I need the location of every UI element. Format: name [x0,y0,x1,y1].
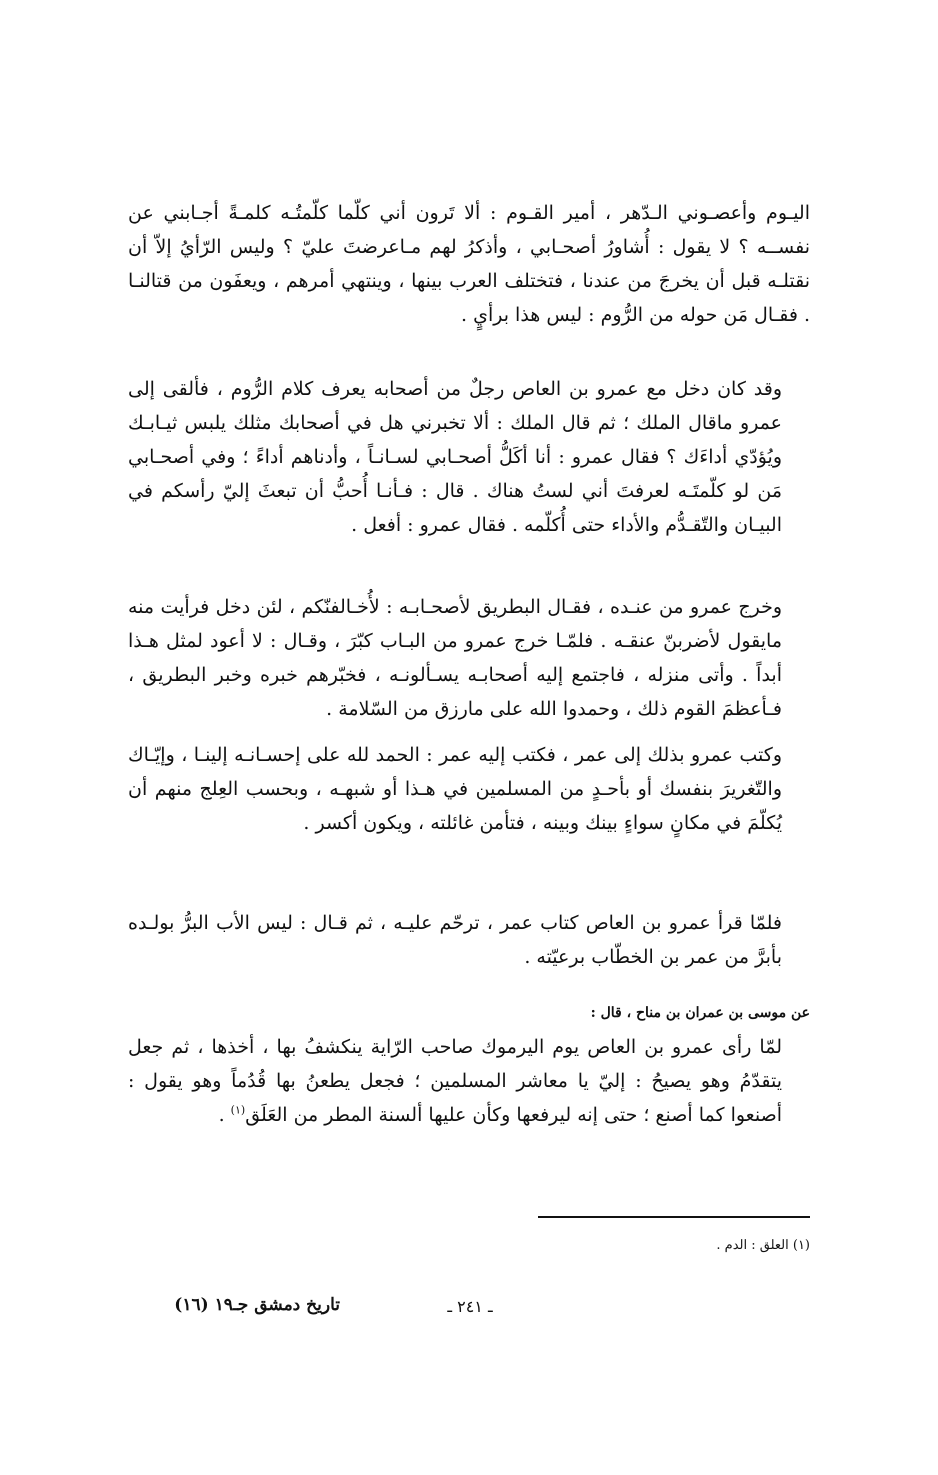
footnote: (١) العلق : الدم . [716,1238,810,1253]
narrator-heading: عن موسى بن عمران بن مناح ، قال : [590,1005,810,1021]
footnote-reference: (١) [230,1103,246,1117]
page-number: ـ ٢٤١ ـ [447,1297,493,1316]
paragraph-6 [128,1030,810,1132]
paragraph-1 [128,196,810,332]
paragraph-6-end: . [218,1104,231,1126]
footnote-divider [538,1216,810,1218]
paragraph-4-text: وكتب عمرو بذلك إلى عمر ، فكتب إليه عمر : الحمد لله على إحسـانـه إلينـا ، وإيّـاك والتّغريرَ بنفسك أو بأحـدٍ من المسلمين في هـذا أو شبهـه ، وبحسب العِلج منهم أن يُكلّمَ في مكانٍ سواءٍ بينك وبينه ، فتأمن غائلته ، ويكون أكسر . [128,744,782,834]
book-title-footer: تاريخ دمشق جـ١٩ (١٦) [174,1295,340,1315]
paragraph-2 [128,372,810,542]
paragraph-2-text: وقد كان دخل مع عمرو بن العاص رجلٌ من أصحابه يعرف كلام الرُّوم ، فألقى إلى عمرو ماقال الملك ؛ ثم قال الملك : ألا تخبرني هل في أصحابك مثلك يلبس ثيـابـك ويُؤدّي أداءَك ؟ فقال عمرو : أنا أكَلُّ أصحـابي لسـانـاً ، وأدناهم أداءً ؛ وفي أصحـابي مَن لو كلّمتَـه لعرفتَ أني لستُ هناك . قال : فـأنـا أُحبُّ أن تبعثَ إليّ رأسكم في البيـان والتّقـدُّم والأداء حتى أُكلّمه . فقال عمرو : أفعل . [128,378,782,536]
paragraph-3-text: وخرج عمرو من عنـده ، فقـال البطريق لأصحـابـه : لأُخـالفنّكم ، لئن دخل فرأيت منه مايقول لأضربنّ عنقـه . فلمّـا خرج عمرو من البـاب كبّرَ ، وقـال : لا أعود لمثل هـذا أبداً . وأتى منزله ، فاجتمع إليه أصحابـه يسـألونـه ، فخبّرهم خبره وخبر البطريق ، فـأعظمَ القوم ذلك ، وحمدوا الله على مارزق من السّلامة . [128,596,782,720]
paragraph-5-text: فلمّا قرأ عمرو بن العاص كتاب عمر ، ترحّم عليـه ، ثم قـال : ليس الأب البرُّ بولـده بأبرَّ من عمر بن الخطّاب برعيّته . [128,912,782,968]
paragraph-5 [128,906,810,974]
paragraph-4 [128,738,810,840]
paragraph-1-text: اليـوم وأعصـوني الـدّهر ، أمير القـوم : ألا تَرون أني كلّما كلّمتُـه كلمـةً أجـابني عن نفســه ؟ لا يقول : أُشاورُ أصحـابي ، وأذكرُ لهم مـاعرضتَ عليّ ؟ وليس الرّأيُ إلاّ أن نقتلـه قبل أن يخرجَ من عندنا ، فتختلف العرب بينها ، وينتهي أمرهم ، ويعفَون من قتالنـا . فقـال مَن حوله من الرُّوم : ليس هذا برأيٍ . [128,202,810,326]
paragraph-3 [128,590,810,726]
paragraph-6-body: لمّا رأى عمرو بن العاص يوم اليرموك صاحب الرّاية ينكشفُ بها ، أخذها ، ثم جعل يتقدّمُ وهو يصيحُ : إليّ يا معاشر المسلمين ؛ فجعل يطعنُ بها قُدُماً وهو يقول : أصنعوا كما أصنع ؛ حتى إنه ليرفعها وكأن عليها ألسنة المطر من العَلَق [128,1036,782,1126]
paragraph-6-text [128,1030,810,1132]
